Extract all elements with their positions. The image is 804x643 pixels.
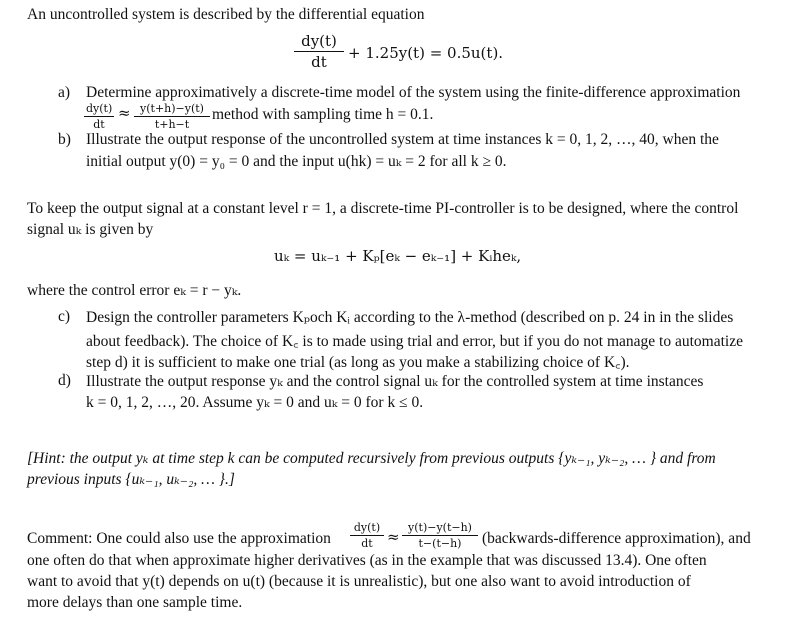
eq1-denominator: dt — [311, 53, 327, 71]
pi-intro-line2: signal uₖ is given by — [27, 221, 154, 238]
eq1-numerator: dy(t) — [294, 32, 344, 52]
comment-frac2 — [402, 521, 478, 550]
part-d-label: d) — [58, 372, 71, 389]
part-b-line2: initial output y(0) = y₀ = 0 and the input u(hk) = uₖ = 2 for all k ≥ 0. — [86, 153, 507, 170]
part-a-frac1-num: dy(t) — [86, 102, 113, 115]
part-c-line1: Design the controller parameters Kₚoch Kᵢ according to the λ-method (described on p. 24 in in the slides — [86, 309, 734, 326]
comment-frac2-den: t−(t−h) — [418, 537, 462, 550]
intro-text: An uncontrolled system is described by the differential equation — [27, 6, 425, 23]
part-a-frac1 — [84, 102, 114, 131]
part-b-label: b) — [58, 131, 71, 148]
part-c-line2: about feedback). The choice of K꜀ is to made using trial and error, but if you do not manage to automatize — [86, 333, 743, 350]
part-a-frac1-den: dt — [93, 118, 105, 131]
comment-approx: ≈ — [387, 528, 400, 546]
comment-frac1-num: dy(t) — [350, 521, 384, 536]
comment-frac1-den: dt — [361, 537, 373, 550]
part-a-approx: ≈ — [118, 104, 131, 122]
comment-frac1 — [350, 521, 384, 550]
pi-control-law: uₖ = uₖ₋₁ + Kₚ[eₖ − eₖ₋₁] + Kᵢheₖ, — [274, 247, 522, 265]
eq1-rest: + 1.25y(t) = 0.5u(t). — [348, 44, 504, 62]
part-a-frac2 — [134, 102, 210, 131]
part-a-frac2-num: y(t+h)−y(t) — [134, 102, 210, 117]
part-c-line3: step d) it is sufficient to make one trial (as long as you make a stabilizing choice of K꜀). — [86, 354, 630, 371]
comment-line2: one often do that when approximate higher derivatives (as in the example that was discussed 13.4). One often — [27, 552, 707, 569]
pi-intro-line1: To keep the output signal at a constant level r = 1, a discrete-time PI-controller is to be designed, where the control — [27, 200, 739, 217]
comment-tail: (backwards-difference approximation), and — [482, 530, 751, 547]
comment-lead: Comment: One could also use the approximation — [27, 530, 331, 547]
eq1-fraction — [294, 32, 344, 71]
part-a-line1: Determine approximatively a discrete-time model of the system using the finite-difference approximation — [86, 84, 741, 101]
comment-line3: want to avoid that y(t) depends on u(t) (because it is unrealistic), but one also want to avoid introduction of — [27, 573, 691, 590]
part-c-label: c) — [58, 308, 71, 325]
part-a-frac2-den: t+h−t — [154, 118, 190, 131]
part-a-line2: method with sampling time h = 0.1. — [212, 106, 434, 123]
part-d-line2: k = 0, 1, 2, …, 20. Assume yₖ = 0 and uₖ = 0 for k ≤ 0. — [86, 394, 424, 411]
part-a-label: a) — [58, 84, 71, 101]
hint-line2: previous inputs {uₖ₋₁, uₖ₋₂, … }.] — [27, 471, 235, 488]
error-definition: where the control error eₖ = r − yₖ. — [27, 282, 242, 299]
comment-line4: more delays than one sample time. — [27, 594, 243, 611]
part-b-line1: Illustrate the output response of the uncontrolled system at time instances k = 0, 1, 2, …, 40, when the — [86, 131, 719, 148]
part-d-line1: Illustrate the output response yₖ and the control signal uₖ for the controlled system at time instances — [86, 373, 704, 390]
hint-line1: [Hint: the output yₖ at time step k can be computed recursively from previous outputs {yₖ₋₁, yₖ₋₂, … } and from — [27, 450, 716, 467]
comment-frac2-num: y(t)−y(t−h) — [402, 521, 478, 536]
